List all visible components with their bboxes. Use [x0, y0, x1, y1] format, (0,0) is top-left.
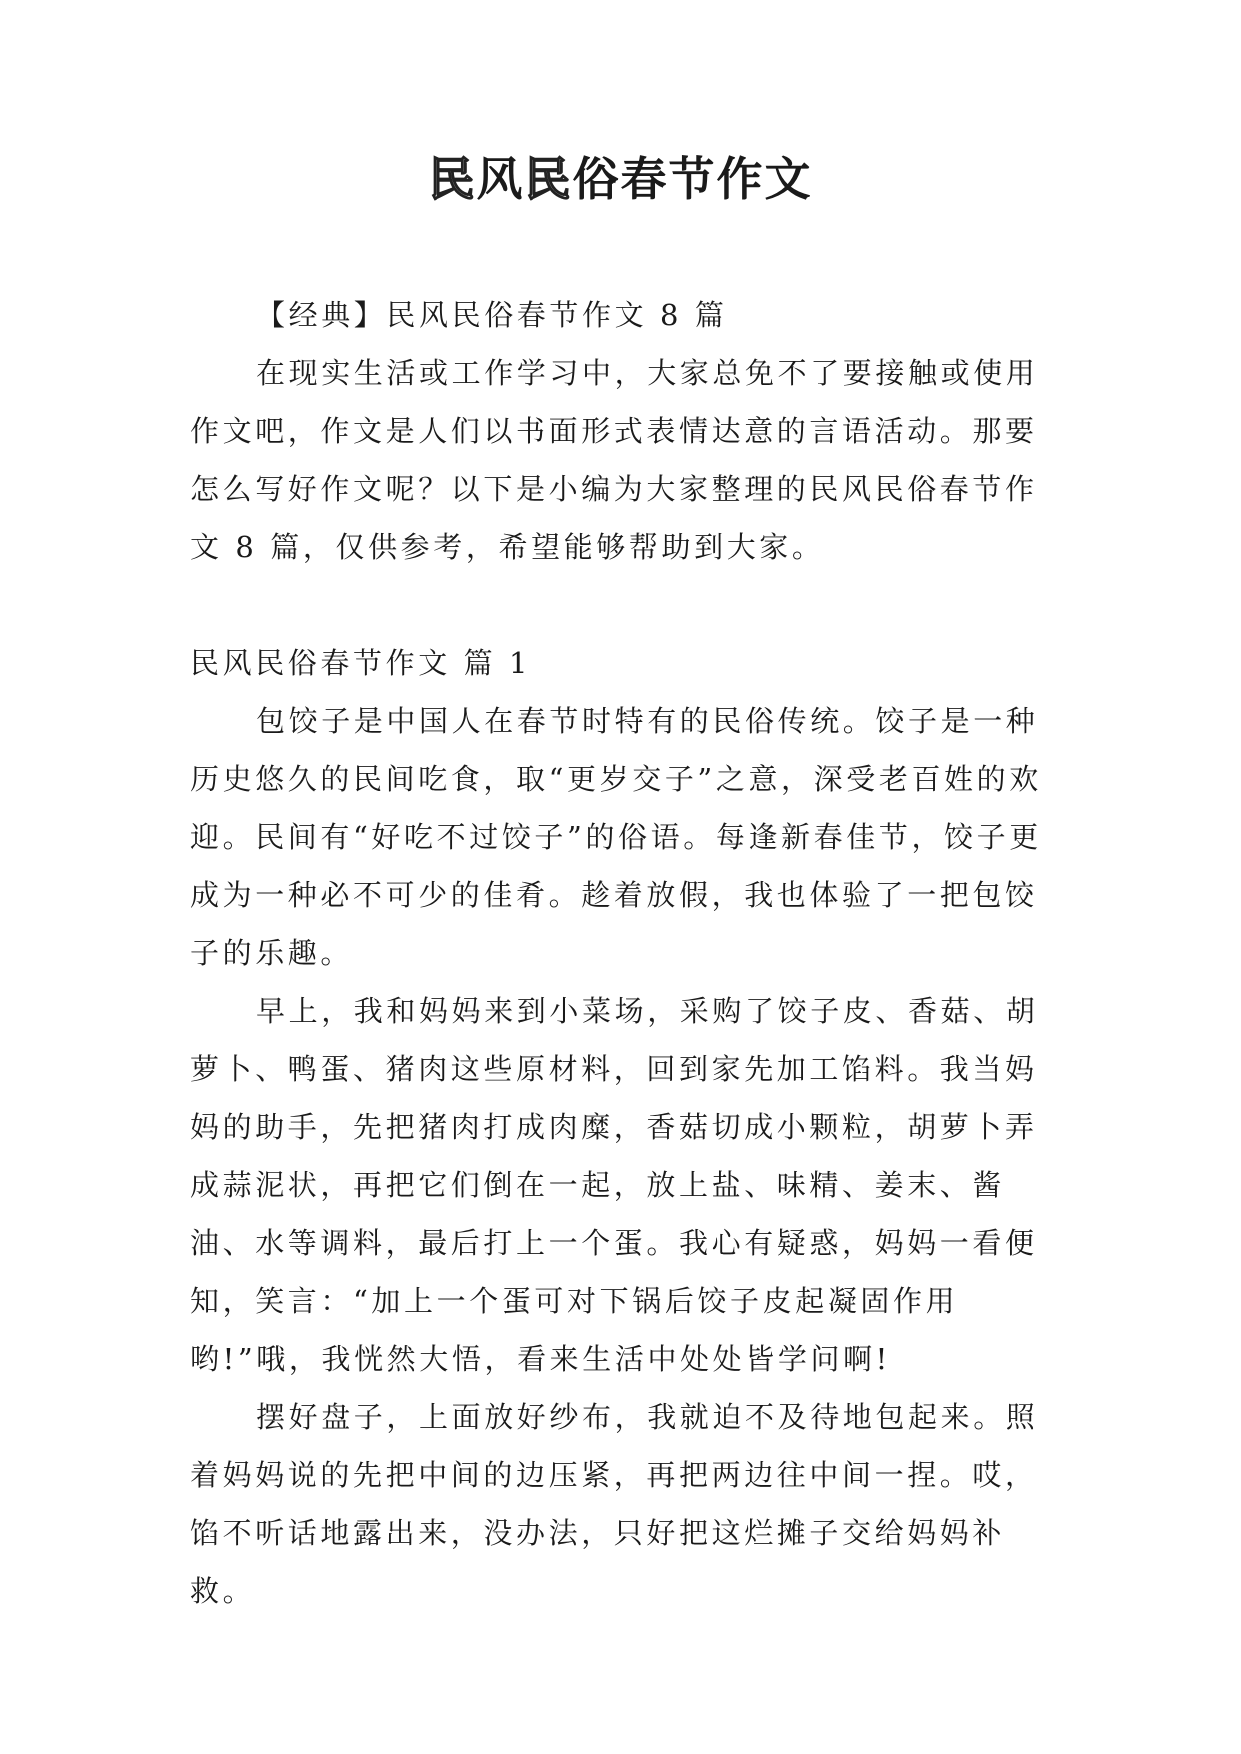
intro-paragraph: 在现实生活或工作学习中，大家总免不了要接触或使用作文吧，作文是人们以书面形式表情达意的言语活动。那要怎么写好作文呢？以下是小编为大家整理的民风民俗春节作文 8 篇，仅供参考，希望能够帮助到大家。 — [190, 356, 1039, 564]
document-title — [0, 146, 1241, 212]
title-char-outlined: 民 — [428, 152, 477, 206]
section-heading: 民风民俗春节作文 篇 1 — [190, 646, 532, 680]
title-text: 俗春节作文 — [572, 152, 813, 206]
subtitle: 【经典】民风民俗春节作文 8 篇 — [256, 298, 728, 332]
body-paragraph: 摆好盘子，上面放好纱布，我就迫不及待地包起来。照着妈妈说的先把中间的边压紧，再把两边往中间一捏。哎，馅不听话地露出来，没办法，只好把这烂摊子交给妈妈补救。 — [190, 1400, 1039, 1608]
body-paragraph: 包饺子是中国人在春节时特有的民俗传统。饺子是一种历史悠久的民间吃食，取“更岁交子”之意，深受老百姓的欢迎。民间有“好吃不过饺子”的俗语。每逢新春佳节，饺子更成为一种必不可少的佳肴。趁着放假，我也体验了一把包饺子的乐趣。 — [190, 704, 1042, 970]
document-body — [190, 286, 1050, 1620]
title-char-outlined: 民 — [524, 152, 573, 206]
body-paragraph: 早上，我和妈妈来到小菜场，采购了饺子皮、香菇、胡萝卜、鸭蛋、猪肉这些原材料，回到家先加工馅料。我当妈妈的助手，先把猪肉打成肉糜，香菇切成小颗粒，胡萝卜弄成蒜泥状，再把它们倒在一起，放上盐、味精、姜末、酱油、水等调料，最后打上一个蛋。我心有疑惑，妈妈一看便知，笑言：“加上一个蛋可对下锅后饺子皮起凝固作用哟!”哦，我恍然大悟，看来生活中处处皆学问啊! — [190, 994, 1039, 1376]
spacer — [190, 576, 1050, 634]
title-char: 风 — [476, 152, 525, 206]
